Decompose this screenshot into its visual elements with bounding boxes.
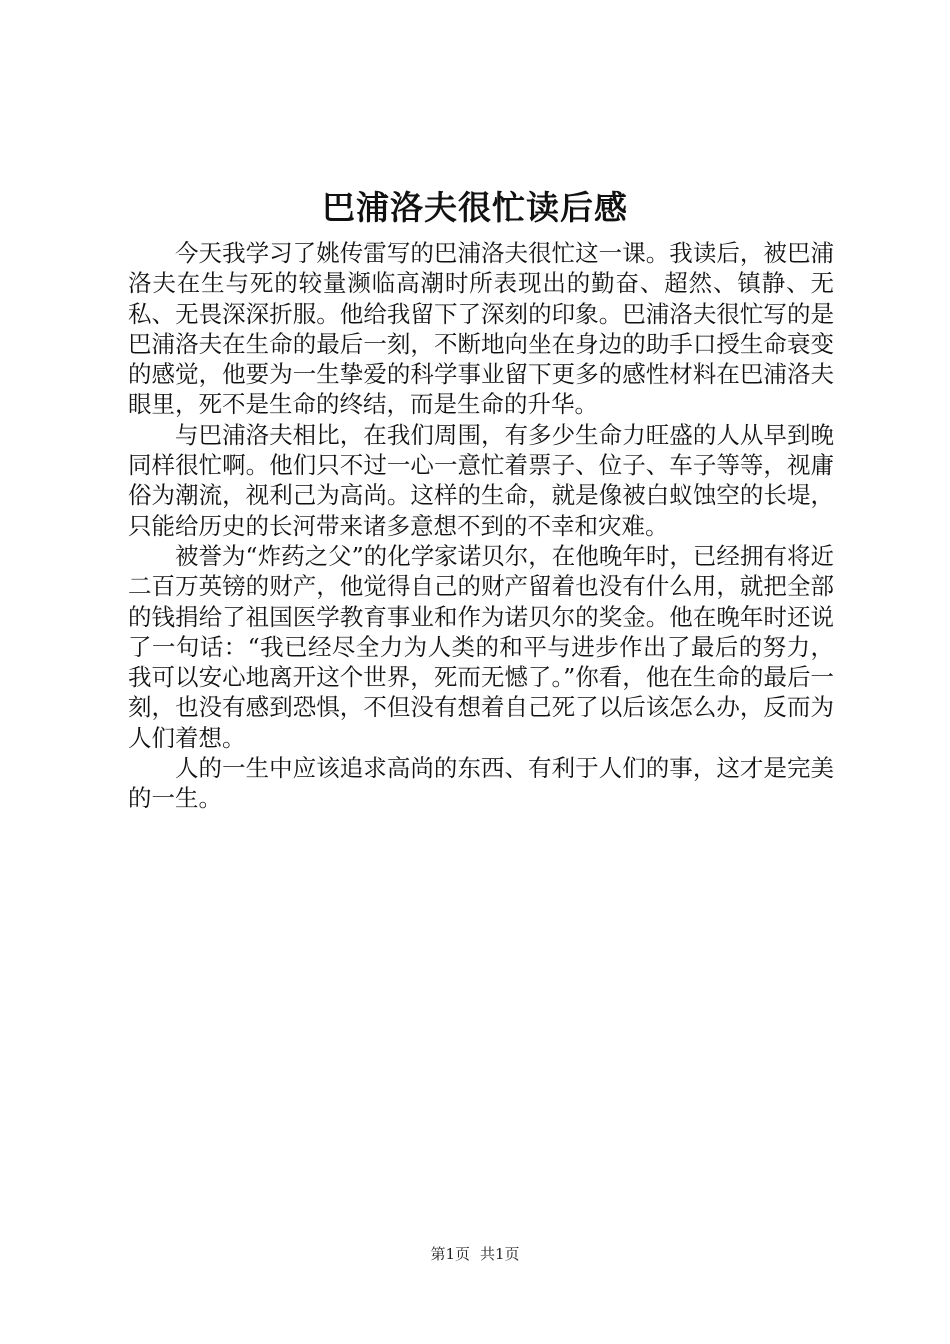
paragraph: 与巴浦洛夫相比，在我们周围，有多少生命力旺盛的人从早到晚同样很忙啊。他们只不过一心一意忙着票子、位子、车子等等，视庸俗为潮流，视利己为高尚。这样的生命，就是像被白蚁蚀空的长堤，只能给历史的长河带来诸多意想不到的不幸和灾难。 xyxy=(128,420,834,540)
document-body xyxy=(128,238,834,814)
paragraph: 人的一生中应该追求高尚的东西、有利于人们的事，这才是完美的一生。 xyxy=(128,754,834,813)
paragraph: 今天我学习了姚传雷写的巴浦洛夫很忙这一课。我读后，被巴浦洛夫在生与死的较量濒临高潮时所表现出的勤奋、超然、镇静、无私、无畏深深折服。他给我留下了深刻的印象。巴浦洛夫很忙写的是巴浦洛夫在生命的最后一刻，不断地向坐在身边的助手口授生命衰变的感觉，他要为一生挚爱的科学事业留下更多的感性材料在巴浦洛夫眼里，死不是生命的终结，而是生命的升华。 xyxy=(128,239,834,419)
paragraph: 被誉为“炸药之父”的化学家诺贝尔，在他晚年时，已经拥有将近二百万英镑的财产，他觉得自己的财产留着也没有什么用，就把全部的钱捐给了祖国医学教育事业和作为诺贝尔的奖金。他在晚年时还说了一句话：“我已经尽全力为人类的和平与进步作出了最后的努力，我可以安心地离开这个世界，死而无憾了。”你看，他在生命的最后一刻，也没有感到恐惧，不但没有想着自己死了以后该怎么办，反而为人们着想。 xyxy=(128,541,834,752)
document-title: 巴浦洛夫很忙读后感 xyxy=(322,188,628,227)
page-total: 共1页 xyxy=(480,1245,520,1263)
page-number: 第1页 xyxy=(430,1245,470,1263)
page-footer xyxy=(0,1244,950,1264)
